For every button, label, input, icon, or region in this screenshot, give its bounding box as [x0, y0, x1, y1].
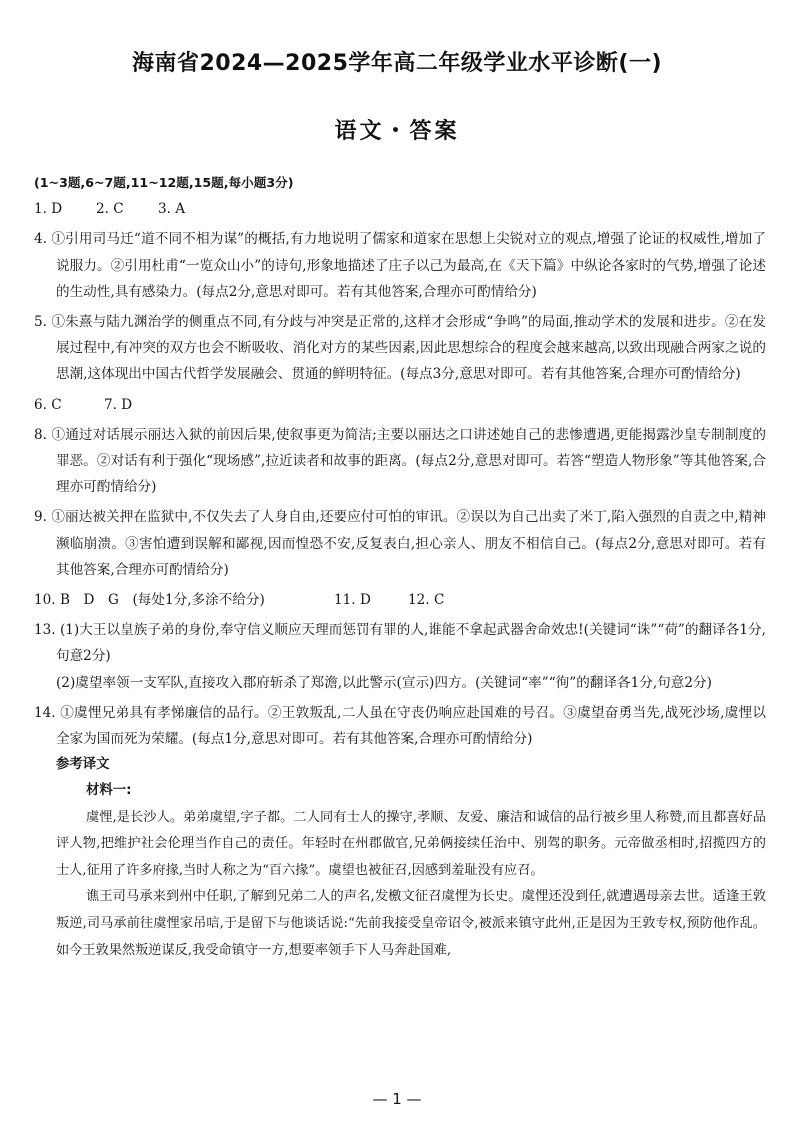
translation-paragraph-2: 谯王司马承来到州中任职,了解到兄弟二人的声名,发檄文征召虞悝为长史。虞悝还没到任,就遭遇母亲去世。适逢王敦叛逆,司马承前往虞悝家吊唁,于是留下与他谈话说:“先前我接受皇帝诏令,被派来镇守此州,正是因为王敦专权,预防他作乱。如今王敦果然叛逆谋反,我受命镇守一方,想要率领手下人马奔赴国难,	[56, 889, 766, 958]
answer-4: 4. ①引用司马迁“道不同不相为谋”的概括,有力地说明了儒家和道家在思想上尖锐对立的观点,增强了论证的权威性,增加了说服力。②引用杜甫“一览众山小”的诗句,形象地描述了庄子以己为最高,在《天下篇》中纵论各家时的气势,增强了论述的生动性,具有感染力。(每点2分,意思对即可。若有其他答案,合理亦可酌情给分)	[34, 231, 766, 300]
answer-14: 14. ①虞悝兄弟具有孝悌廉信的品行。②王敦叛乱,二人虽在守丧仍响应赴国难的号召。③虞望奋勇当先,战死沙场,虞悝以全家为国而死为荣耀。(每点1分,意思对即可。若有其他答案,合理亦可酌情给分)	[34, 704, 766, 748]
answers-10-12	[34, 587, 766, 613]
answer-5: 5. ①朱熹与陆九渊治学的侧重点不同,有分歧与冲突是正常的,这样才会形成“争鸣”的局面,推动学术的发展和进步。②在发展过程中,有冲突的双方也会不断吸收、消化对方的某些因素,因此思想综合的程度会越来越高,以致出现融合两家之说的思潮,这体现出中国古代哲学发展融会、贯通的鲜明特征。(每点3分,意思对即可。若有其他答案,合理亦可酌情给分)	[34, 314, 766, 383]
reference-heading: 参考译文	[56, 757, 110, 773]
translation-paragraph-1: 虞悝,是长沙人。弟弟虞望,字子都。二人同有士人的操守,孝顺、友爱、廉洁和诚信的品行被乡里人称赞,而且都喜好品评人物,把维护社会伦理当作自己的责任。年轻时在州郡做官,兄弟俩接续任治中、别驾的职务。元帝做丞相时,招揽四方的士人,征用了许多府掾,当时人称之为“百六掾”。虞望也被征召,因感到羞耻没有应召。	[56, 809, 766, 878]
answer-7: 7. D	[104, 396, 133, 413]
page-title: 海南省2024—2025学年高二年级学业水平诊断(一)	[131, 51, 663, 76]
answer-1: 1. D	[34, 201, 63, 218]
answers-6-7	[34, 392, 766, 418]
answer-13-1: 13. (1)大王以皇族子弟的身份,奉守信义顺应天理而惩罚有罪的人,谁能不拿起武器舍命效忠!(关键词“诛”“荷”的翻译各1分,句意2分)	[34, 622, 766, 665]
answer-6: 6. C	[34, 396, 62, 413]
answers-1-3	[34, 196, 766, 222]
answer-8: 8. ①通过对话展示丽达入狱的前因后果,使叙事更为简洁;主要以丽达之口讲述她自己的悲惨遭遇,更能揭露沙皇专制制度的罪恶。②对话有利于强化“现场感”,拉近读者和故事的距离。(每点2分,意思对即可。若答“塑造人物形象”等其他答案,合理亦可酌情给分)	[34, 426, 766, 496]
answer-13-2: (2)虞望率领一支军队,直接攻入郡府斩杀了郑澹,以此警示(宣示)四方。(关键词“率”“徇”的翻译各1分,句意2分)	[56, 674, 712, 691]
answer-9: 9. ①丽达被关押在监狱中,不仅失去了人身自由,还要应付可怕的审讯。②误以为自己出卖了米丁,陷入强烈的自责之中,精神濒临崩溃。③害怕遭到误解和鄙视,因而惶恐不安,反复表白,担心亲人、朋友不相信自己。(每点2分,意思对即可。若有其他答案,合理亦可酌情给分)	[34, 509, 766, 578]
answer-2: 2. C	[96, 201, 124, 218]
material-heading: 材料一:	[86, 783, 132, 799]
answer-11: 11. D	[334, 592, 371, 609]
answer-body	[34, 170, 766, 964]
page-subtitle: 语文・答案	[334, 119, 460, 144]
page-number: — 1 —	[372, 1090, 422, 1108]
answer-3: 3. A	[158, 201, 186, 218]
answer-10: 10. B D G (每处1分,多涂不给分)	[34, 592, 265, 609]
answer-12: 12. C	[408, 592, 445, 609]
scoring-note: (1~3题,6~7题,11~12题,15题,每小题3分)	[34, 175, 294, 190]
